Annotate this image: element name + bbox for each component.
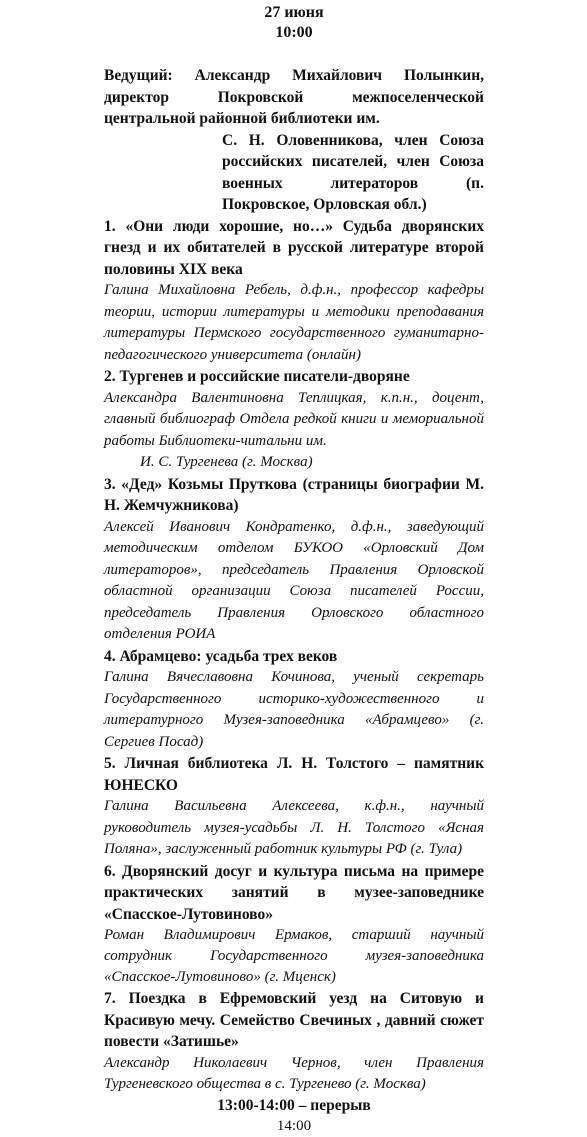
talk-title: 6. Дворянский досуг и культура письма на примере практических занятий в музее-заповеднике «Спасское-Лутовиново» (104, 862, 484, 923)
talk-title: 2. Тургенев и российские писатели-дворяне (104, 368, 410, 385)
talk-item-3 (104, 474, 484, 646)
talk-speaker-city: И. С. Тургенева (г. Москва) (140, 454, 313, 470)
talk-item-5 (104, 753, 484, 861)
talk-speaker: Галина Михайловна Ребель, д.ф.н., профессор кафедры теории, истории литературы и методики преподавания литературы Пермского государственного гуманитарно-педагогического университета (онлайн) (104, 282, 484, 363)
talk-item-1 (104, 216, 484, 367)
talk-title: 5. Личная библиотека Л. Н. Толстого – памятник ЮНЕСКО (104, 755, 484, 794)
talk-item-6 (104, 861, 484, 989)
program-time: 10:00 (275, 24, 313, 41)
host-text-2: С. Н. Оловенникова, член Союза российских писателей, член Союза военных литераторов (п. Покровское, Орловская обл.) (222, 131, 484, 213)
host-block (104, 65, 484, 216)
talk-speaker: Галина Вячеславовна Кочинова, ученый секретарь Государственного историко-художественного и литературного Музея-заповедника «Абрамцево» (г. Сергиев Посад) (104, 669, 484, 750)
talk-title: 4. Абрамцево: усадьба трех веков (104, 647, 338, 665)
program-page (104, 3, 484, 1134)
lunch-break: 13:00-14:00 – перерыв (217, 1096, 371, 1114)
talk-title: 3. «Дед» Козьмы Пруткова (страницы биографии М. Н. Жемчужникова) (104, 475, 484, 514)
talk-title: 7. Поездка в Ефремовский уезд на Ситовую и Красивую мечу. Семейство Свечиных , давний сюжет повести «Затишье» (104, 990, 484, 1050)
talk-item-2 (104, 366, 484, 474)
next-session-partial: 14:00 (276, 1117, 312, 1134)
talk-speaker: Роман Владимирович Ермаков, старший научный сотрудник Государственного музея-заповедника «Спасское-Лутовиново» (г. Мценск) (104, 927, 484, 985)
talk-speaker: Александр Николаевич Чернов, член Правления Тургеневского общества в с. Тургенево (г. Москва) (104, 1054, 484, 1092)
talk-item-4 (104, 646, 484, 754)
host-text-1: Ведущий: Александр Михайлович Полынкин, директор Покровской межпоселенческой центральной районной библиотеки им. (104, 67, 484, 127)
talk-speaker: Александра Валентиновна Теплицкая, к.п.н., доцент, главный библиограф Отдела редкой книги и мемориальной работы Библиотеки-читальни им. (104, 389, 484, 449)
talk-title: 1. «Они люди хорошие, но…» Судьба дворянских гнезд и их обитателей в русской литературе второй половины XIX века (104, 217, 484, 278)
talk-speaker: Алексей Иванович Кондратенко, д.ф.н., заведующий методическим отделом БУКОО «Орловский Дом литераторов», председатель Правления Орловской областной организации Союза писателей России, председатель Правления Орловского областного отделения РОИА (104, 518, 484, 642)
talk-item-7 (104, 988, 484, 1095)
program-date: 27 июня (264, 4, 324, 21)
talk-speaker: Галина Васильевна Алексеева, к.ф.н., научный руководитель музея-усадьбы Л. Н. Толстого «Ясная Поляна», заслуженный работник культуры РФ (г. Тула) (104, 798, 484, 857)
